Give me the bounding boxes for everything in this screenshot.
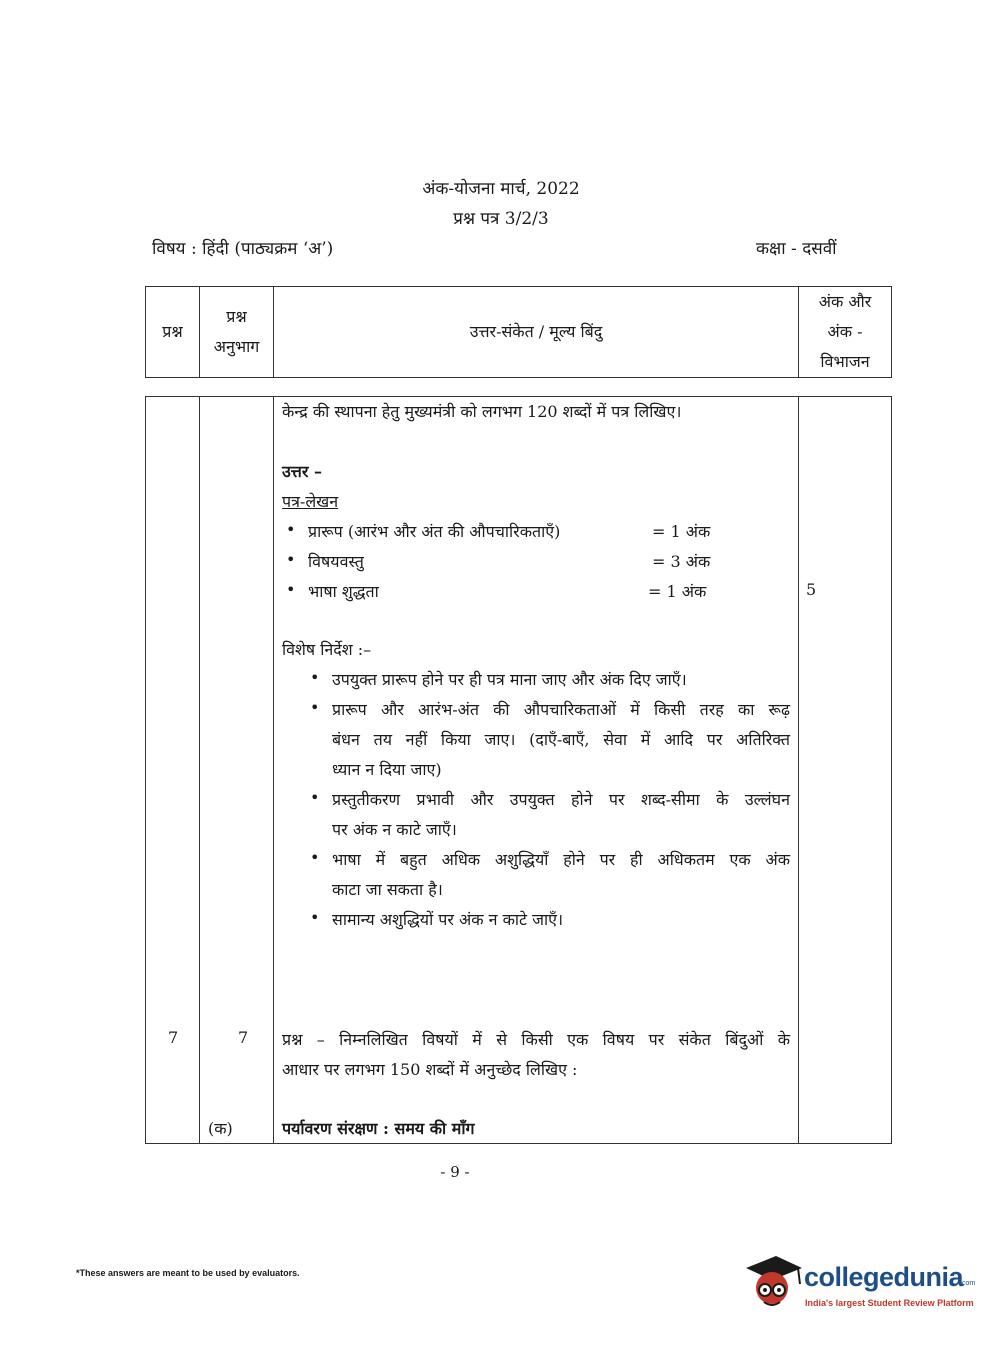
note-item-continued: पर अंक न काटे जाएँ। <box>332 820 457 839</box>
header-marks-line2: अंक - <box>827 322 863 341</box>
question-intro: केन्द्र की स्थापना हेतु मुख्यमंत्री को लगभग 120 शब्दों में पत्र लिखिए। <box>282 402 682 421</box>
question-number: 7 <box>168 1028 179 1047</box>
header-section <box>200 287 274 378</box>
header-marks-line3: विभाजन <box>820 352 870 371</box>
brand-tagline: India's largest Student Review Platform <box>805 1298 974 1308</box>
table-header <box>145 286 892 378</box>
note-item: • प्रस्तुतीकरण प्रभावी और उपयुक्त होने पर शब्द-सीमा के उल्लंघन <box>332 788 790 810</box>
answer-label: उत्तर – <box>282 462 322 481</box>
header-marks <box>799 287 892 378</box>
class-label: कक्षा - दसवीं <box>756 239 837 259</box>
notes-title: विशेष निर्देश :– <box>282 640 372 659</box>
note-item: • प्रारूप और आरंभ-अंत की औपचारिकताओं में किसी तरह का रूढ़ <box>332 698 790 720</box>
note-item-continued: काटा जा सकता है। <box>332 880 443 899</box>
marking-marks: = 1 अंक <box>652 522 711 541</box>
marks-column <box>799 397 892 1144</box>
marking-item: • विषयवस्तु <box>308 550 364 572</box>
section-column <box>200 397 274 1144</box>
note-item-continued: ध्यान न दिया जाए) <box>332 760 442 779</box>
header-answer-points: उत्तर-संकेत / मूल्य बिंदु <box>274 287 799 378</box>
marking-item: • प्रारूप (आरंभ और अंत की औपचारिकताएँ) <box>308 520 560 542</box>
note-item: • सामान्य अशुद्धियों पर अंक न काटे जाएँ। <box>332 908 563 930</box>
page-number: - 9 - <box>440 1163 470 1181</box>
subject-label: विषय : हिंदी (पाठ्यक्रम ‘अ’) <box>152 239 334 259</box>
evaluator-note: *These answers are meant to be used by evaluators. <box>76 1268 300 1278</box>
sub-question-title: पर्यावरण संरक्षण : समय की माँग <box>282 1119 475 1138</box>
collegedunia-mascot-icon <box>742 1250 804 1312</box>
total-marks: 5 <box>806 580 817 599</box>
paper-code: प्रश्न पत्र 3/2/3 <box>453 209 549 229</box>
note-item: • भाषा में बहुत अधिक अशुद्धियाँ होने पर ही अधिकतम एक अंक <box>332 848 790 870</box>
note-item-continued: बंधन तय नहीं किया जाए। (दाएँ-बाएँ, सेवा में आदि पर अतिरिक्त <box>332 730 790 749</box>
section-title: पत्र-लेखन <box>282 492 339 511</box>
marking-marks: = 1 अंक <box>648 582 707 601</box>
header-question: प्रश्न <box>146 287 200 378</box>
brand-domain: .com <box>960 1280 976 1287</box>
header-section-line1: प्रश्न <box>226 307 247 326</box>
sub-question-label: (क) <box>208 1119 233 1138</box>
marking-item: • भाषा शुद्धता <box>308 580 379 602</box>
question-sub-number: 7 <box>238 1028 249 1047</box>
marking-marks: = 3 अंक <box>652 552 711 571</box>
note-item: • उपयुक्त प्रारूप होने पर ही पत्र माना जाए और अंक दिए जाएँ। <box>332 668 687 690</box>
header-section-line2: अनुभाग <box>213 337 260 356</box>
brand-name: collegedunia <box>804 1262 964 1292</box>
question-text-line2: आधार पर लगभग 150 शब्दों में अनुच्छेद लिखिए : <box>282 1060 578 1079</box>
question-text-line1: प्रश्न – निम्नलिखित विषयों में से किसी एक विषय पर संकेत बिंदुओं के <box>282 1030 790 1049</box>
document-title: अंक-योजना मार्च, 2022 <box>422 179 580 199</box>
header-marks-line1: अंक और <box>818 292 872 311</box>
